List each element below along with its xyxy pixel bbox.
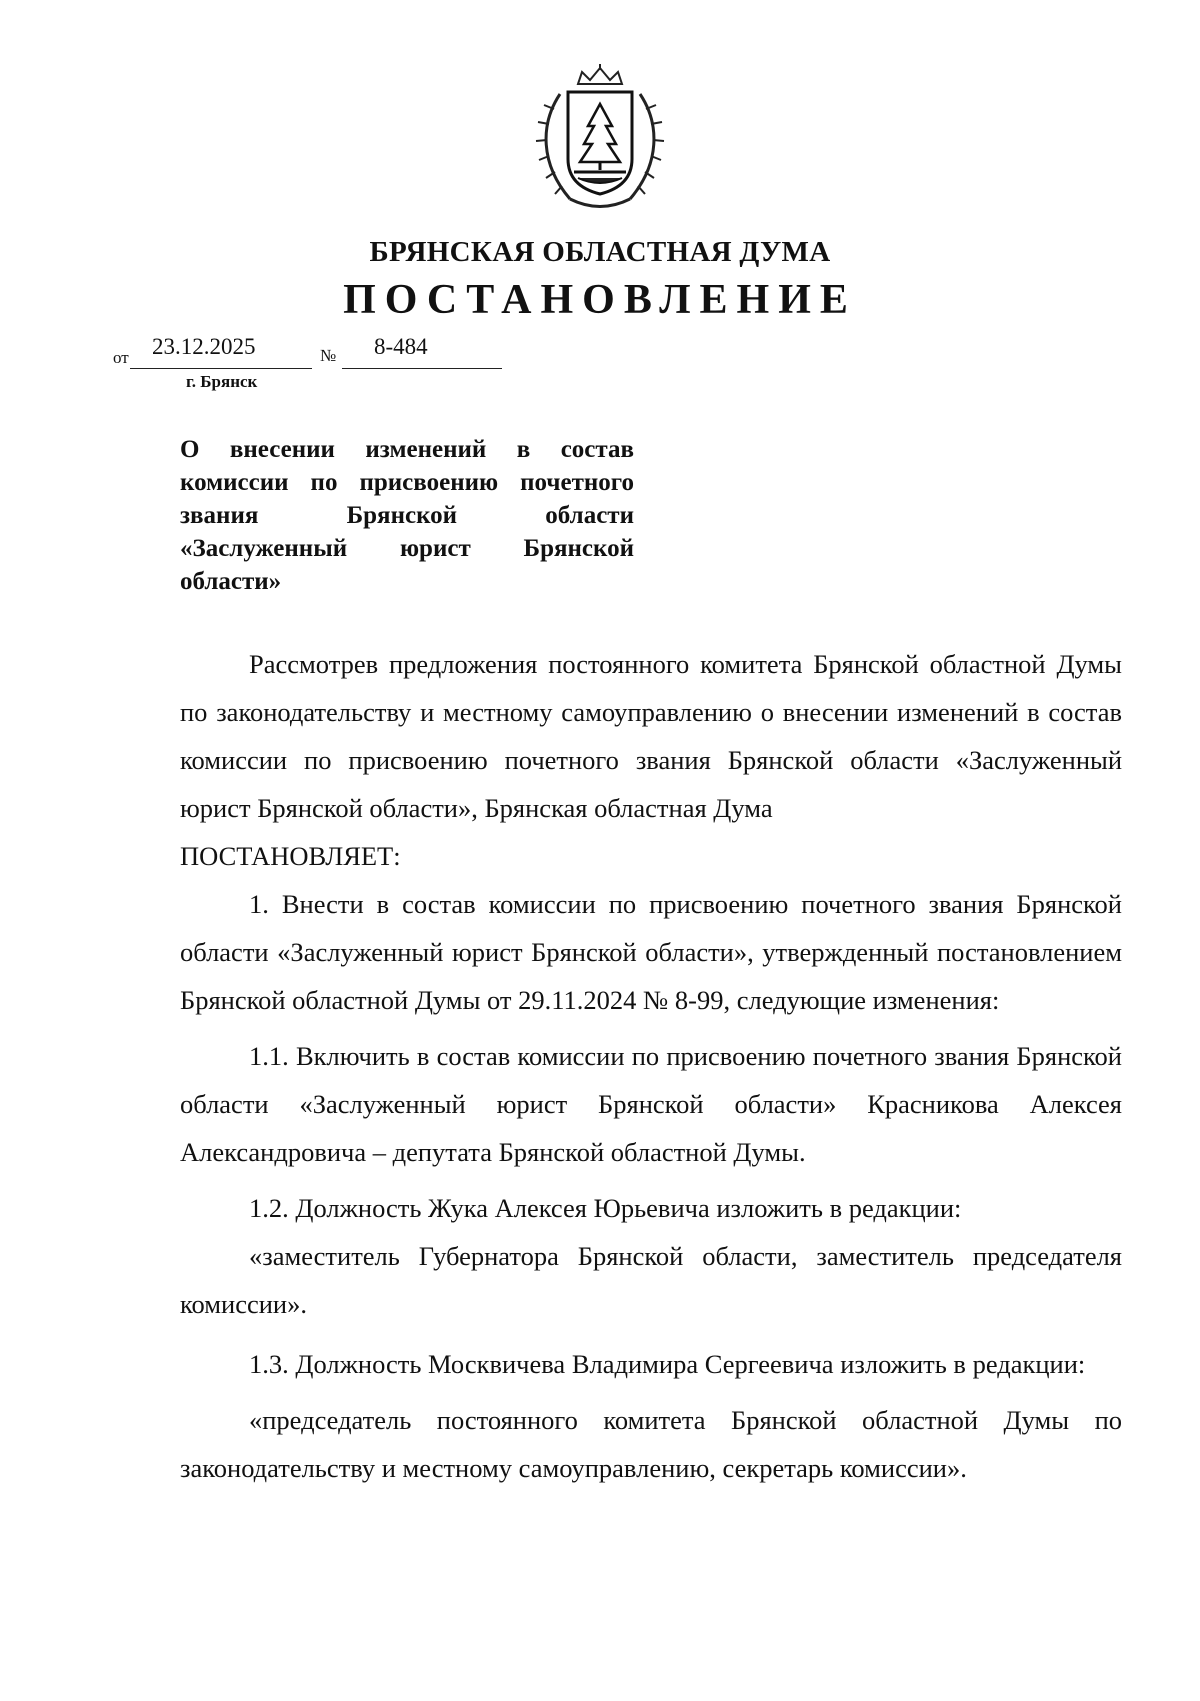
bryansk-coat-of-arms-icon <box>530 64 670 214</box>
document-subject: О внесении изменений в состав комиссии по присвоению почетного звания Брянской области «Заслуженный юрист Брянской области» <box>180 436 634 595</box>
preamble-paragraph: Рассмотрев предложения постоянного комитета Брянской областной Думы по законодательству и местному самоуправлению о внесении изменений в состав комиссии по присвоению почетного звания Брянской области «Заслуженный юрист Брянской области», Брянская областная Дума <box>180 649 1122 823</box>
item-1-paragraph: 1. Внести в состав комиссии по присвоению почетного звания Брянской области «Заслуженный юрист Брянской области», утвержденный постановлением Брянской областной Думы от 29.11.2024 № 8-99, следующие изменения: <box>180 889 1122 1015</box>
item-1-3-paragraph: 1.3. Должность Москвичева Владимира Сергеевича изложить в редакции: <box>249 1349 1086 1379</box>
document-number: 8-484 <box>374 334 428 359</box>
organization-name: БРЯНСКАЯ ОБЛАСТНАЯ ДУМА <box>369 236 831 268</box>
item-1-2-text-paragraph: «заместитель Губернатора Брянской области, заместитель председателя комиссии». <box>180 1241 1122 1319</box>
document-date: 23.12.2025 <box>152 334 256 359</box>
date-underline <box>130 368 312 369</box>
resolves-heading: ПОСТАНОВЛЯЕТ: <box>180 841 401 871</box>
date-label: от <box>113 348 129 367</box>
document-body <box>180 640 1122 1492</box>
number-underline <box>342 368 502 369</box>
number-label: № <box>320 346 337 365</box>
item-1-3-text-paragraph: «председатель постоянного комитета Брянской областной Думы по законодательству и местному самоуправлению, секретарь комиссии». <box>180 1405 1122 1483</box>
item-1-1-paragraph: 1.1. Включить в состав комиссии по присвоению почетного звания Брянской области «Заслуженный юрист Брянской области» Красникова Алексея Александровича – депутата Брянской областной Думы. <box>180 1041 1122 1167</box>
document-type: ПОСТАНОВЛЕНИЕ <box>343 277 857 323</box>
item-1-2-paragraph: 1.2. Должность Жука Алексея Юрьевича изложить в редакции: <box>249 1193 962 1223</box>
document-city: г. Брянск <box>186 372 258 391</box>
